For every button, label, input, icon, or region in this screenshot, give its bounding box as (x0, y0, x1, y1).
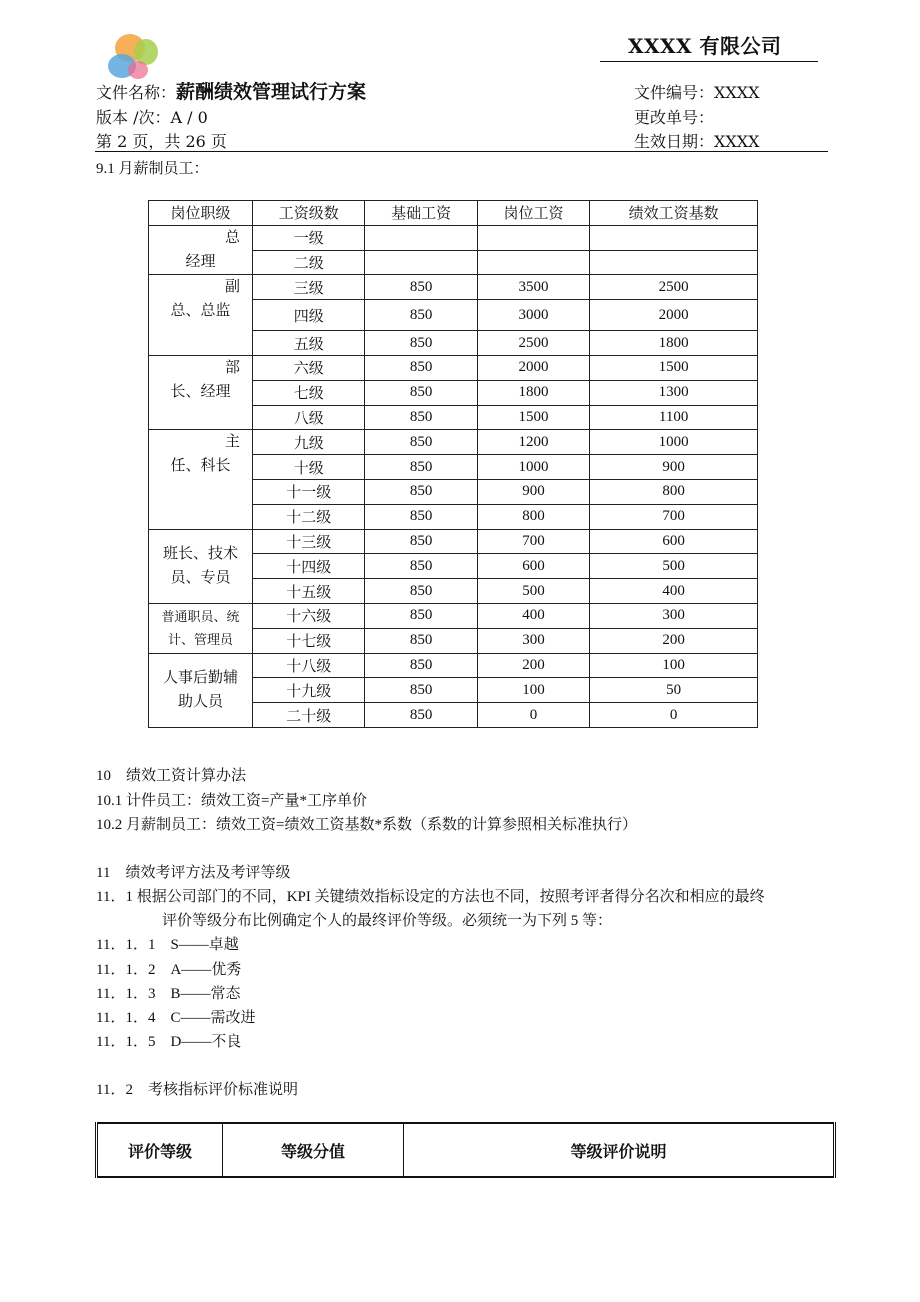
post-cell (477, 225, 589, 250)
grade-cell: 十一级 (253, 479, 365, 504)
grade-cell: 十二级 (253, 504, 365, 529)
change-number: 更改单号： (634, 108, 715, 127)
perf-cell: 1500 (590, 355, 758, 380)
grade-item: 11．1．1 S——卓越 (96, 937, 239, 953)
base-cell: 850 (365, 275, 477, 300)
header-rule (95, 151, 828, 152)
post-cell: 3000 (477, 300, 589, 331)
section-11-1-line1: 11．1 根据公司部门的不同，KPI 关键绩效指标设定的方法也不同，按照考评者得分名次和相应的最终 (96, 889, 765, 905)
perf-cell: 400 (590, 579, 758, 604)
table-header-row (97, 1123, 835, 1177)
table-row (149, 275, 758, 300)
position-cell: 主 任、科长 (149, 430, 253, 529)
perf-cell: 1300 (590, 380, 758, 405)
base-cell: 850 (365, 653, 477, 678)
position-cell: 总 经理 (149, 225, 253, 275)
grade-item: 11．1．3 B——常态 (96, 986, 241, 1002)
section-10-2: 10.2 月薪制员工：绩效工资=绩效工资基数*系数（系数的计算参照相关标准执行） (96, 817, 637, 833)
grade-cell: 十级 (253, 455, 365, 480)
section-10-1: 10.1 计件员工：绩效工资=产量*工序单价 (96, 793, 367, 809)
perf-cell: 800 (590, 479, 758, 504)
table-row (149, 653, 758, 678)
post-cell: 1000 (477, 455, 589, 480)
base-cell: 850 (365, 405, 477, 430)
grade-cell: 八级 (253, 405, 365, 430)
table-row (149, 225, 758, 250)
position-cell: 人事后勤辅 助人员 (149, 653, 253, 727)
column-header: 岗位职级 (149, 201, 253, 226)
base-cell: 850 (365, 479, 477, 504)
table-row (149, 529, 758, 554)
grade-cell: 三级 (253, 275, 365, 300)
grade-cell: 一级 (253, 225, 365, 250)
document-title: 薪酬绩效管理试行方案 (176, 81, 367, 103)
grade-cell: 十三级 (253, 529, 365, 554)
column-header: 工资级数 (253, 201, 365, 226)
position-cell: 普通职员、统 计、管理员 (149, 603, 253, 653)
grade-item: 11．1．5 D——不良 (96, 1034, 242, 1050)
base-cell: 850 (365, 455, 477, 480)
perf-cell: 2000 (590, 300, 758, 331)
table-row (149, 355, 758, 380)
version: 版本 /次：A / 0 (96, 108, 208, 127)
post-cell: 2500 (477, 331, 589, 356)
position-cell: 副 总、总监 (149, 275, 253, 356)
base-cell: 850 (365, 355, 477, 380)
post-cell: 800 (477, 504, 589, 529)
base-cell (365, 225, 477, 250)
perf-cell: 1100 (590, 405, 758, 430)
perf-cell: 100 (590, 653, 758, 678)
base-cell: 850 (365, 331, 477, 356)
grade-cell: 十六级 (253, 603, 365, 628)
perf-cell: 700 (590, 504, 758, 529)
grade-cell: 十七级 (253, 628, 365, 653)
section-11-2-heading: 11．2 考核指标评价标准说明 (96, 1082, 298, 1098)
grade-cell: 二十级 (253, 703, 365, 728)
section-11-heading: 11 绩效考评方法及考评等级 (96, 865, 291, 881)
base-cell: 850 (365, 579, 477, 604)
post-cell: 400 (477, 603, 589, 628)
post-cell: 100 (477, 678, 589, 703)
post-cell: 2000 (477, 355, 589, 380)
post-cell: 1500 (477, 405, 589, 430)
post-cell: 200 (477, 653, 589, 678)
column-header: 绩效工资基数 (590, 201, 758, 226)
section-10-heading: 10 绩效工资计算办法 (96, 768, 247, 784)
company-name: XXXX 有限公司 (628, 34, 782, 58)
position-cell: 部 长、经理 (149, 355, 253, 429)
grade-cell: 四级 (253, 300, 365, 331)
base-cell: 850 (365, 300, 477, 331)
grade-item: 11．1．2 A——优秀 (96, 962, 242, 978)
grade-cell: 十四级 (253, 554, 365, 579)
table-header-row (149, 201, 758, 226)
perf-cell (590, 225, 758, 250)
grade-cell: 十八级 (253, 653, 365, 678)
table-row (149, 430, 758, 455)
perf-cell: 500 (590, 554, 758, 579)
perf-cell: 300 (590, 603, 758, 628)
perf-cell: 2500 (590, 275, 758, 300)
page-number: 第 2 页，共 26 页 (96, 132, 227, 151)
column-header: 基础工资 (365, 201, 477, 226)
perf-cell: 900 (590, 455, 758, 480)
position-cell: 班长、技术 员、专员 (149, 529, 253, 603)
grade-cell: 十五级 (253, 579, 365, 604)
base-cell (365, 250, 477, 275)
post-cell: 500 (477, 579, 589, 604)
base-cell: 850 (365, 529, 477, 554)
perf-cell: 1800 (590, 331, 758, 356)
grade-item: 11．1．4 C——需改进 (96, 1010, 256, 1026)
grade-cell: 十九级 (253, 678, 365, 703)
perf-cell (590, 250, 758, 275)
effective-date: 生效日期：XXXX (634, 132, 760, 151)
post-cell: 0 (477, 703, 589, 728)
post-cell: 3500 (477, 275, 589, 300)
post-cell: 700 (477, 529, 589, 554)
grade-cell: 七级 (253, 380, 365, 405)
base-cell: 850 (365, 380, 477, 405)
table-row (149, 603, 758, 628)
salary-table (148, 200, 758, 728)
perf-cell: 200 (590, 628, 758, 653)
header-top-rule (600, 61, 818, 62)
base-cell: 850 (365, 703, 477, 728)
section-11-1-line2: 评价等级分布比例确定个人的最终评价等级。必须统一为下列 5 等： (162, 913, 613, 929)
grade-cell: 九级 (253, 430, 365, 455)
perf-cell: 0 (590, 703, 758, 728)
base-cell: 850 (365, 603, 477, 628)
base-cell: 850 (365, 430, 477, 455)
column-header: 岗位工资 (477, 201, 589, 226)
perf-cell: 50 (590, 678, 758, 703)
post-cell: 1800 (477, 380, 589, 405)
post-cell (477, 250, 589, 275)
post-cell: 300 (477, 628, 589, 653)
grade-cell: 六级 (253, 355, 365, 380)
grade-cell: 二级 (253, 250, 365, 275)
evaluation-table (95, 1122, 836, 1178)
post-cell: 1200 (477, 430, 589, 455)
perf-cell: 1000 (590, 430, 758, 455)
perf-cell: 600 (590, 529, 758, 554)
base-cell: 850 (365, 504, 477, 529)
base-cell: 850 (365, 554, 477, 579)
column-header: 等级分值 (223, 1123, 404, 1177)
file-name-row (96, 77, 366, 104)
base-cell: 850 (365, 628, 477, 653)
file-name-label: 文件名称： (96, 83, 177, 102)
column-header: 等级评价说明 (404, 1123, 835, 1177)
post-cell: 600 (477, 554, 589, 579)
file-number: 文件编号：XXXX (634, 83, 760, 102)
column-header: 评价等级 (97, 1123, 223, 1177)
base-cell: 850 (365, 678, 477, 703)
post-cell: 900 (477, 479, 589, 504)
section-9-1-heading: 9.1 月薪制员工： (96, 161, 209, 177)
grade-cell: 五级 (253, 331, 365, 356)
